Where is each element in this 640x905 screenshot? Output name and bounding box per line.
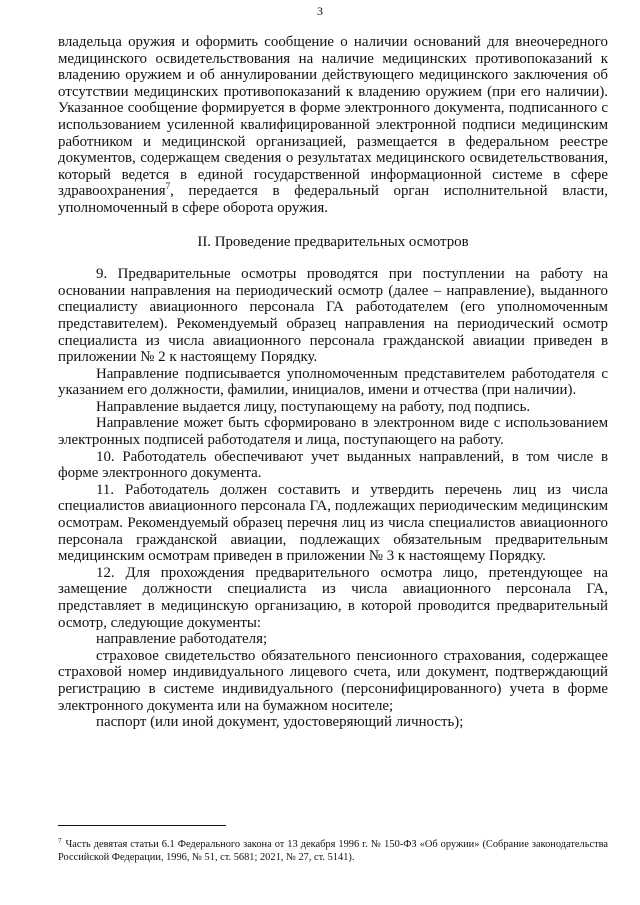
- footnote-text: Часть девятая статьи 6.1 Федерального закона от 13 декабря 1996 г. № 150-ФЗ «Об оружии» (Собрание законодательства Российской Федерации, 1996, № 51, ст. 5681; 2021, № 27, ст. 5141).: [58, 839, 608, 863]
- paragraph-12: 12. Для прохождения предварительного осмотра лицо, претендующее на замещение должности специалиста из числа авиационного персонала ГА, представляет в медицинскую организацию, в которой проводится предварительный осмотр, следующие документы:: [58, 564, 608, 631]
- paragraph-9: 9. Предварительные осмотры проводятся при поступлении на работу на основании направления на периодический осмотр (далее – направление), выданного специалисту авиационного персонала ГА работодателем (его уполномоченным представителем). Рекомендуемый образец направления на периодический осмотр специалиста из числа авиационного персонала гражданской авиации приведен в приложении № 2 к настоящему Порядку.: [58, 266, 608, 366]
- intro-paragraph: [58, 34, 608, 217]
- list-item-referral: направление работодателя;: [96, 631, 268, 648]
- section-heading: II. Проведение предварительных осмотров: [197, 233, 469, 250]
- footnote-mark: 7: [58, 836, 62, 845]
- paragraph-10: 10. Работодатель обеспечивают учет выданных направлений, в том числе в форме электронного документа.: [58, 448, 608, 482]
- body-text: [58, 34, 608, 731]
- paragraph-signing: Направление подписывается уполномоченным представителем работодателя с указанием его должности, фамилии, инициалов, имени и отчества (при наличии).: [58, 365, 608, 399]
- intro-text: владельца оружия и оформить сообщение о наличии оснований для внеочередного медицинского освидетельствования на наличие медицинских противопоказаний к владению оружием и об аннулировании действующего медицинского заключения об отсутствии медицинских противопоказаний к владению оружием (при его наличии). Указанное сообщение формируется в форме электронного документа, подписанного с использованием усиленной квалифицированной электронной подписи медицинским работником и медицинской организацией, размещается в федеральном реестре документов, содержащем сведения о результатах медицинского освидетельствования, который ведется в единой государственной информационной системе в сфере здравоохранения: [58, 34, 608, 200]
- list-item-passport: паспорт (или иной документ, удостоверяющий личность);: [96, 714, 464, 731]
- paragraph-issuance: Направление выдается лицу, поступающему на работу, под подпись.: [96, 398, 531, 415]
- footnote-reference[interactable]: 7: [165, 181, 171, 192]
- footnote: [58, 838, 608, 864]
- page-number: 3: [317, 4, 323, 18]
- paragraph-electronic: Направление может быть сформировано в электронном виде с использованием электронных подписей работодателя и лица, поступающего на работу.: [58, 415, 608, 449]
- footnote-divider: [58, 825, 226, 826]
- list-item-insurance: страховое свидетельство обязательного пенсионного страхования, содержащее страховой номер индивидуального лицевого счета, или документ, подтверждающий регистрацию в системе индивидуального (персонифицированного) учета в форме электронного документа или на бумажном носителе;: [58, 647, 608, 714]
- paragraph-11: 11. Работодатель должен составить и утвердить перечень лиц из числа специалистов авиационного персонала ГА, подлежащих периодическим медицинским осмотрам. Рекомендуемый образец перечня лиц из числа специалистов авиационного персонала гражданской авиации, подлежащих обязательным предварительным медицинским осмотрам приведен в приложении № 3 к настоящему Порядку.: [58, 481, 608, 565]
- intro-text-end: , передается в федеральный орган исполнительной власти, уполномоченный в сфере оборота оружия.: [58, 183, 608, 216]
